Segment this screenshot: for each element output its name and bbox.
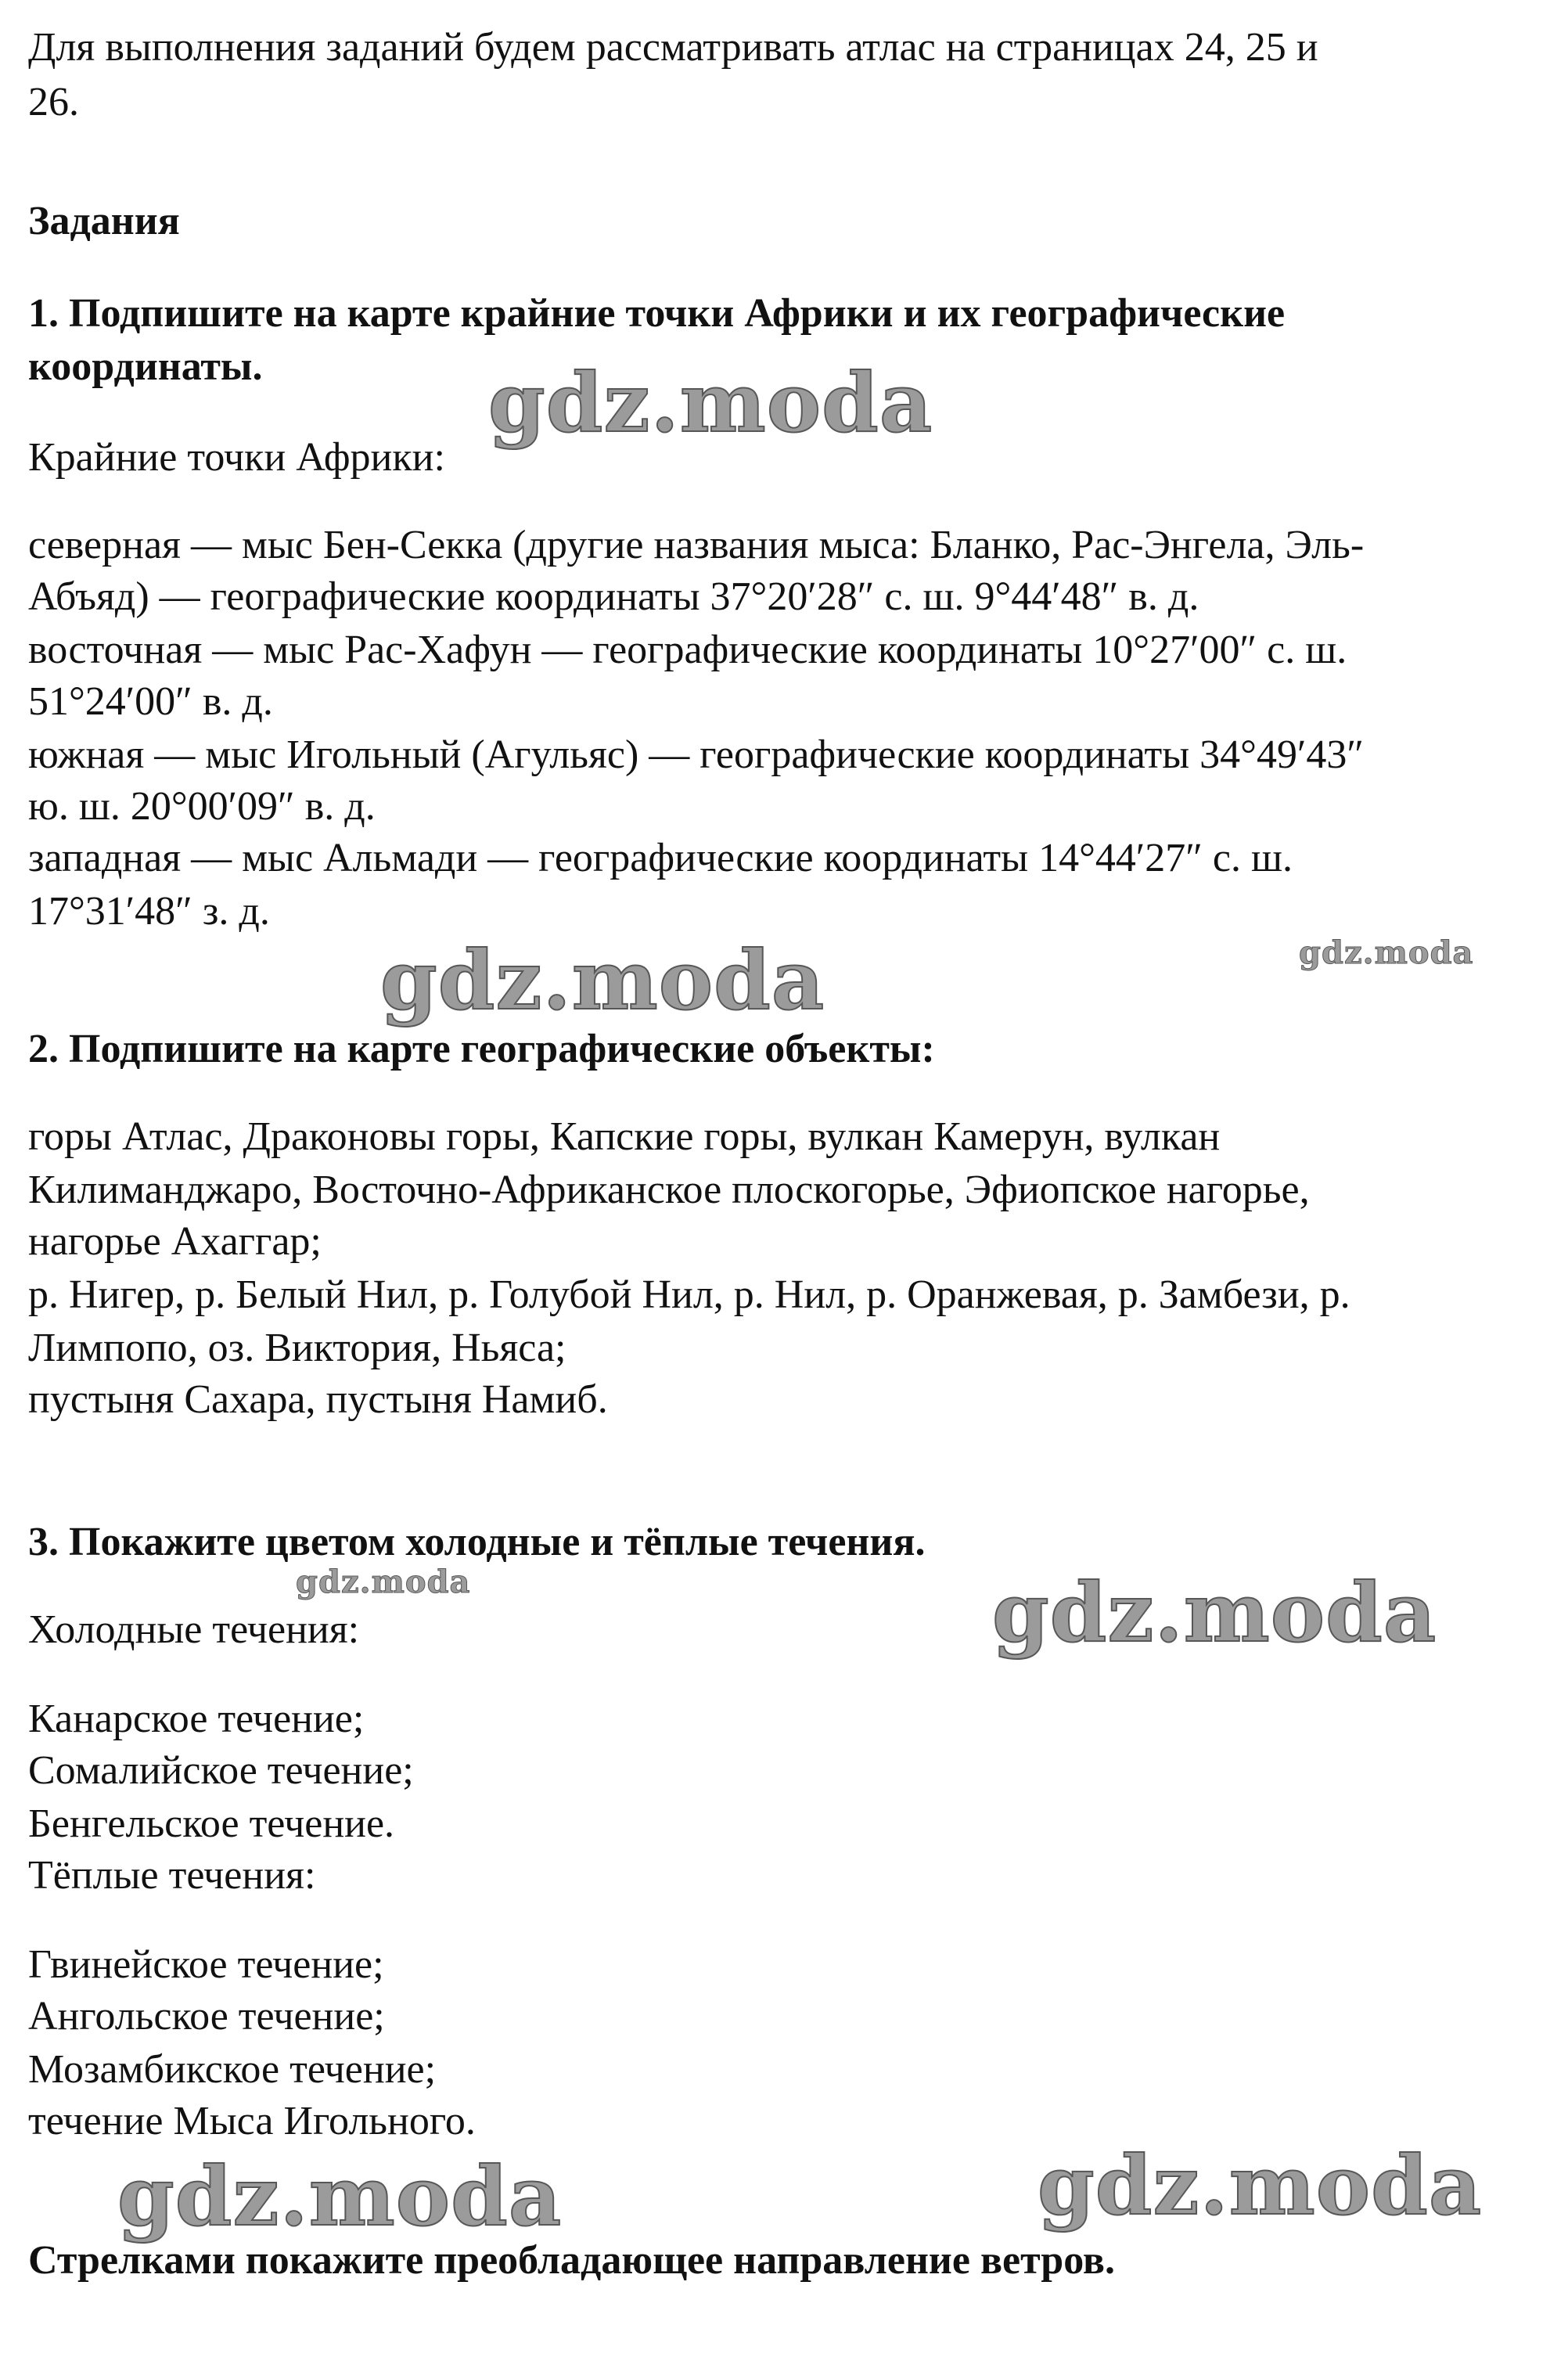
task2-line: Лимпопо, оз. Виктория, Ньяса;: [28, 1326, 566, 1370]
task1-line: ю. ш. 20°00′09″ в. д.: [28, 784, 376, 829]
watermark: gdz.moda: [117, 2148, 563, 2244]
watermark: gdz.moda: [992, 1564, 1437, 1661]
task3-title: 3. Покажите цветом холодные и тёплые течения.: [28, 1520, 926, 1564]
warm-current-item: Мозамбикское течение;: [28, 2047, 437, 2092]
watermark: gdz.moda: [296, 1564, 471, 1600]
task2-line: Килиманджаро, Восточно-Африканское плоскогорье, Эфиопское нагорье,: [28, 1168, 1310, 1212]
warm-currents-heading: Тёплые течения:: [28, 1853, 316, 1898]
task4-title: Стрелками покажите преобладающее направление ветров.: [28, 2238, 1115, 2283]
warm-current-item: течение Мыса Игольного.: [28, 2099, 476, 2143]
task1-title-line-2: координаты.: [28, 344, 263, 389]
task1-line: северная — мыс Бен-Секка (другие названия мыса: Бланко, Рас-Энгела, Эль-: [28, 523, 1365, 567]
tasks-heading: Задания: [28, 199, 180, 243]
cold-current-item: Бенгельское течение.: [28, 1801, 395, 1846]
task2-line: р. Нигер, р. Белый Нил, р. Голубой Нил, р. Нил, р. Оранжевая, р. Замбези, р.: [28, 1272, 1350, 1317]
watermark: gdz.moda: [1038, 2137, 1483, 2233]
cold-current-item: Канарское течение;: [28, 1697, 365, 1741]
task1-line: южная — мыс Игольный (Агульяс) — географические координаты 34°49′43″: [28, 732, 1364, 777]
task2-line: пустыня Сахара, пустыня Намиб.: [28, 1377, 608, 1422]
intro-line-2: 26.: [28, 80, 79, 124]
task1-subheading: Крайние точки Африки:: [28, 435, 445, 480]
task1-line: западная — мыс Альмади — географические координаты 14°44′27″ с. ш.: [28, 836, 1293, 880]
watermark: gdz.moda: [488, 354, 933, 451]
watermark: gdz.moda: [1299, 934, 1474, 971]
cold-currents-heading: Холодные течения:: [28, 1607, 360, 1652]
task1-line: Абъяд) — географические координаты 37°20′28″ с. ш. 9°44′48″ в. д.: [28, 574, 1199, 619]
cold-current-item: Сомалийское течение;: [28, 1748, 414, 1793]
warm-current-item: Ангольское течение;: [28, 1994, 385, 2039]
intro-line-1: Для выполнения заданий будем рассматривать атлас на страницах 24, 25 и: [28, 25, 1318, 70]
task1-line: 51°24′00″ в. д.: [28, 679, 273, 724]
task2-line: горы Атлас, Драконовы горы, Капские горы, вулкан Камерун, вулкан: [28, 1114, 1221, 1159]
task1-title-line-1: 1. Подпишите на карте крайние точки Африки и их географические: [28, 291, 1286, 336]
task2-title: 2. Подпишите на карте географические объекты:: [28, 1027, 935, 1071]
task2-line: нагорье Ахаггар;: [28, 1219, 322, 1264]
warm-current-item: Гвинейское течение;: [28, 1942, 384, 1987]
task1-line: восточная — мыс Рас-Хафун — географические координаты 10°27′00″ с. ш.: [28, 628, 1347, 672]
task1-line: 17°31′48″ з. д.: [28, 889, 270, 934]
watermark: gdz.moda: [380, 932, 825, 1028]
